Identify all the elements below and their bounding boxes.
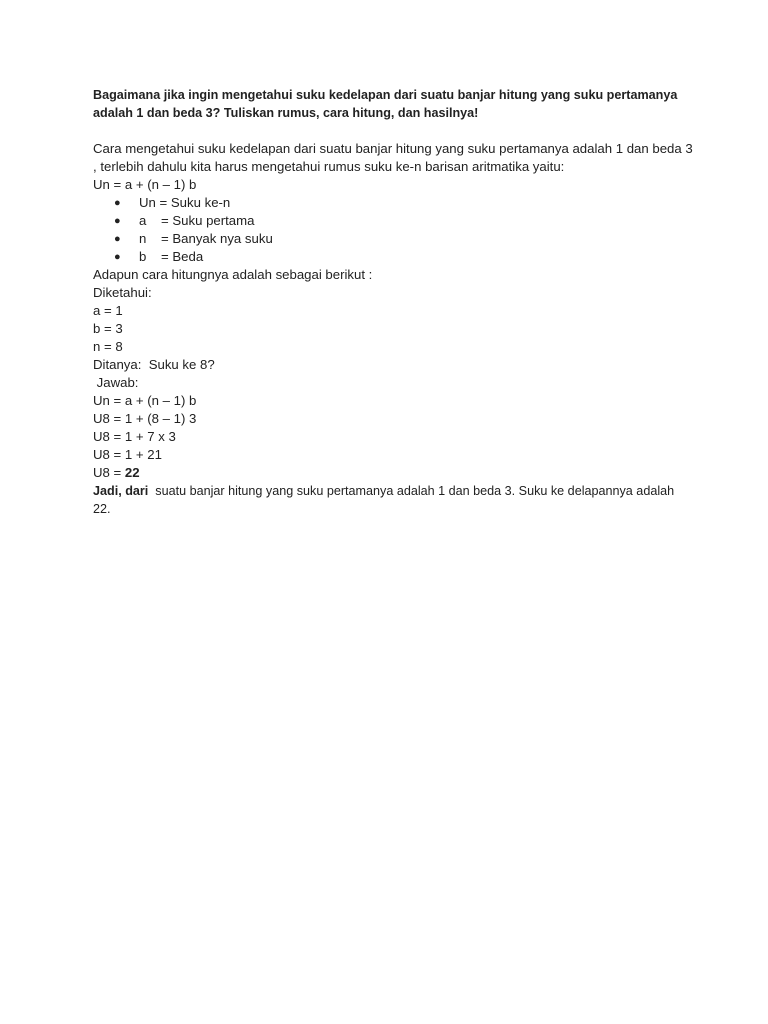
bullet-icon: ●: [114, 251, 121, 263]
asked-line: Ditanya: Suku ke 8?: [93, 357, 215, 372]
question-text: Bagaimana jika ingin mengetahui suku kedelapan dari suatu banjar hitung yang suku pertamanya adalah 1 dan beda 3? Tuliskan rumus, cara hitung, dan hasilnya!: [93, 88, 678, 120]
conclusion-text: suatu banjar hitung yang suku pertamanya adalah 1 dan beda 3. Suku ke delapannya adalah 22.: [93, 484, 678, 516]
intro-paragraph: Cara mengetahui suku kedelapan dari suatu banjar hitung yang suku pertamanya adalah 1 dan beda 3 , terlebih dahulu kita harus mengetahui rumus suku ke-n barisan aritmatika yaitu:: [93, 141, 693, 174]
conclusion-lead: Jadi, dari: [93, 484, 149, 498]
known-a: a = 1: [93, 303, 123, 318]
method-intro: Adapun cara hitungnya adalah sebagai berikut :: [93, 267, 373, 282]
result-prefix: U8 =: [93, 465, 125, 480]
definition-item: [93, 230, 693, 248]
known-label: Diketahui:: [93, 285, 152, 300]
definition-text: b = Beda: [139, 249, 204, 264]
answer-label: Jawab:: [93, 375, 139, 390]
definition-text: n = Banyak nya suku: [139, 231, 273, 246]
result-line: [93, 464, 693, 482]
bullet-icon: ●: [114, 197, 121, 209]
step-line: U8 = 1 + 21: [93, 447, 162, 462]
definition-item: [93, 212, 693, 230]
definition-item: [93, 248, 693, 266]
definition-text: Un = Suku ke-n: [139, 195, 231, 210]
bullet-icon: ●: [114, 233, 121, 245]
step-line: Un = a + (n – 1) b: [93, 393, 197, 408]
bullet-icon: ●: [114, 215, 121, 227]
known-b: b = 3: [93, 321, 123, 336]
result-value: 22: [124, 465, 140, 480]
known-n: n = 8: [93, 339, 123, 354]
step-line: U8 = 1 + (8 – 1) 3: [93, 411, 197, 426]
conclusion-paragraph: [93, 482, 693, 518]
definitions-list: [93, 194, 693, 266]
formula-line: Un = a + (n – 1) b: [93, 177, 197, 192]
definition-item: [93, 194, 693, 212]
step-line: U8 = 1 + 7 x 3: [93, 429, 176, 444]
document-page: [93, 86, 693, 518]
definition-text: a = Suku pertama: [139, 213, 255, 228]
